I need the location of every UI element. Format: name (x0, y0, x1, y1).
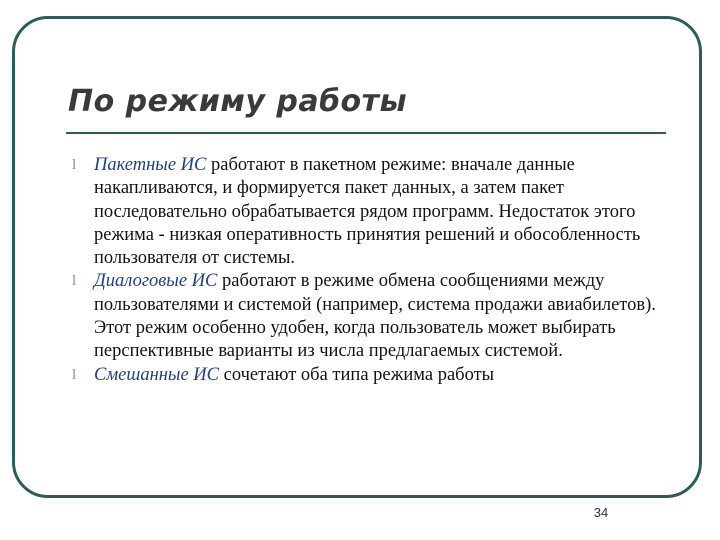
bullet-item-dialog (72, 270, 672, 363)
bullet-term: Диалоговые ИС (94, 271, 218, 292)
bullet-description: работают в пакетном режиме: вначале данные накапливаются, и формируется пакет данных, а затем пакет последовательно обрабатывается рядом программ. Недостаток этого режима - низкая оперативность принятия решений и обособленность пользователя от системы. (94, 155, 641, 269)
bullet-text (94, 154, 672, 270)
bullet-marker-icon: l (72, 366, 77, 383)
bullet-list (72, 154, 672, 387)
page-number: 34 (593, 505, 609, 520)
slide-title: По режиму работы (68, 84, 408, 119)
bullet-item-mixed (72, 364, 672, 387)
bullet-description: сочетают оба типа режима работы (219, 364, 495, 385)
bullet-term: Пакетные ИС (94, 155, 207, 175)
title-divider (66, 132, 666, 134)
bullet-description: работают в режиме обмена сообщениями между пользователями и системой (например, система продажи авиабилетов). Этот режим особенно удобен, когда пользователь может выбирать перспективные варианты из числа предлагаемых системой. (94, 271, 656, 362)
bullet-item-batch (72, 154, 672, 270)
bullet-text (94, 270, 672, 363)
bullet-marker-icon: l (72, 157, 77, 173)
bullet-text (94, 364, 672, 387)
bullet-marker-icon: l (72, 273, 77, 290)
bullet-term: Смешанные ИС (94, 364, 219, 385)
